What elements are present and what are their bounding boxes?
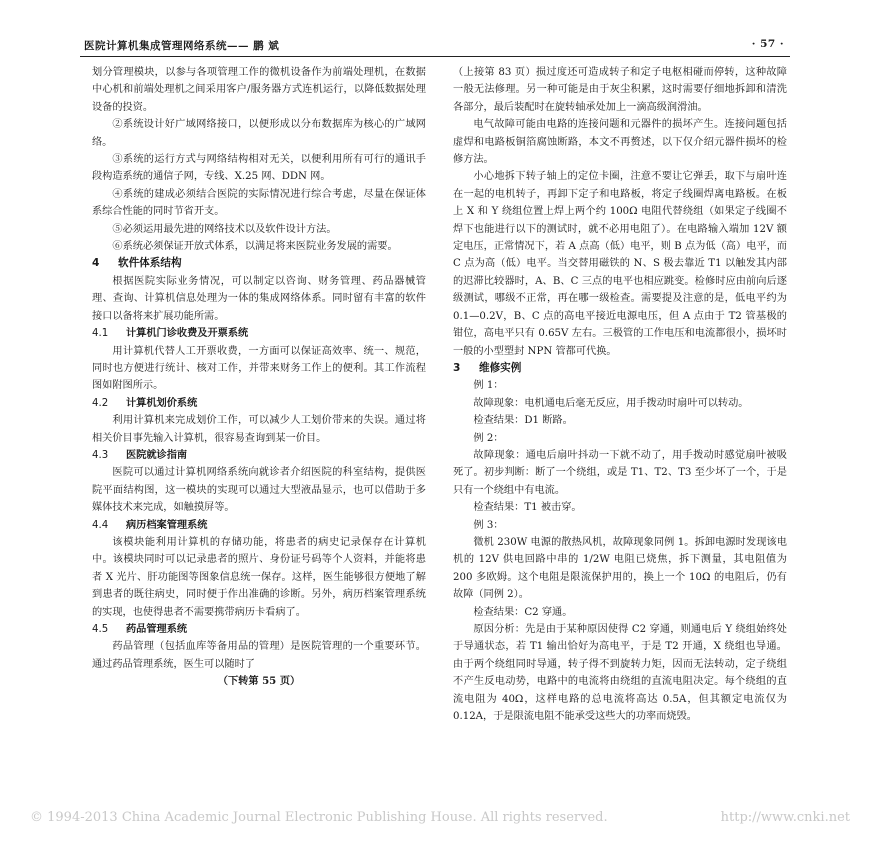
running-title: 医院计算机集成管理网络系统—— 鹏 斌 bbox=[84, 40, 280, 52]
paragraph: 检查结果：C2 穿通。 bbox=[473, 606, 573, 618]
subsection-heading bbox=[92, 395, 426, 412]
section-title: 计算机门诊收费及开票系统 bbox=[126, 328, 249, 340]
subsection-heading bbox=[92, 447, 426, 464]
paragraph: ⑤必须运用最先进的网络技术以及软件设计方法。 bbox=[112, 223, 337, 235]
paragraph: 检查结果：T1 被击穿。 bbox=[473, 502, 582, 514]
section-title: 维修实例 bbox=[479, 361, 522, 374]
paragraph: 利用计算机来完成划价工作，可以减少人工划价带来的失误。通过将相关价目事先输入计算机，很容易查询到某一价目。 bbox=[92, 415, 426, 444]
paragraph: 例 3： bbox=[473, 519, 504, 531]
paragraph: ②系统设计好广域网络接口，以便形成以分布数据库为核心的广域网络。 bbox=[92, 119, 426, 148]
paragraph: 故障现象：通电后扇叶抖动一下就不动了，用手拨动时感觉扇叶被吸死了。初步判断：断了一个绕组，或是 T1、T2、T3 至少坏了一个，于是只有一个绕组中有电流。 bbox=[453, 449, 787, 496]
paragraph: ⑥系统必须保证开放式体系，以满足将来医院业务发展的需要。 bbox=[112, 241, 398, 253]
paragraph: 药品管理（包括血库等备用品的管理）是医院管理的一个重要环节。通过药品管理系统，医生可以随时了 bbox=[92, 641, 426, 670]
footer-url: http://www.cnki.net bbox=[720, 810, 850, 825]
paragraph: 检查结果：D1 断路。 bbox=[473, 415, 573, 427]
section-number: 4.1 bbox=[92, 328, 109, 340]
paragraph: （上接第 83 页）损过度还可造成转子和定子电枢相碰而停转，这种故障一般无法修理。另一种可能是由于灰尘积累，这时需要仔细地拆卸和清洗各部分，最后装配时在旋转轴承处加上一滴高级润滑油。 bbox=[453, 67, 787, 113]
paragraph: 电气故障可能由电路的连接问题和元器件的损坏产生。连接问题包括虚焊和电路板铜箔腐蚀断路，本文不再赘述，以下仅介绍元器件损坏的检修方法。 bbox=[453, 119, 787, 166]
section-title: 病历档案管理系统 bbox=[126, 519, 208, 531]
paragraph: ④系统的建成必须结合医院的实际情况进行综合考虑，尽量在保证体系综合性能的同时节省开支。 bbox=[92, 188, 426, 218]
subsection-heading bbox=[92, 325, 426, 342]
paragraph: 例 2： bbox=[473, 432, 504, 444]
right-column bbox=[453, 64, 787, 725]
section-number: 3 bbox=[453, 361, 461, 374]
section-number: 4.2 bbox=[92, 397, 109, 409]
paragraph: 该模块能利用计算机的存储功能，将患者的病史记录保存在计算机中。该模块同时可以记录患者的照片、身份证号码等个人资料，并能将患者 X 光片、肝功能图等图象信息统一保存。这样，医生能够很方便地了解到患者的既往病史，同时便于作出准确的诊断。另外，病历档案管理系统的实现，也使得患者不需要携带病历卡看病了。 bbox=[92, 536, 426, 618]
copyright-notice: © 1994-2013 China Academic Journal Electronic Publishing House. All rights reserved. bbox=[30, 810, 608, 825]
paragraph: 原因分析：先是由于某种原因使得 C2 穿通，则通电后 Y 绕组始终处于导通状态，若 T1 输出恰好为高电平，于是 T2 开通，X 绕组也导通。由于两个绕组同时导通，转子得不到旋转力矩，因而无法转动，定子绕组不产生反电动势，电路中的电流将由绕组的直流电阻决定。每个绕组的直流电阻为 40Ω，这样电路的总电流将高达 0.5A，但其额定电流仅为 0.12A，于是限流电阻不能承受这些大的功率而烧毁。 bbox=[453, 624, 787, 723]
section-number: 4.5 bbox=[92, 624, 109, 635]
section-title: 软件体系结构 bbox=[118, 257, 182, 270]
paragraph: 划分管理模块，以参与各项管理工作的微机设备作为前端处理机，在数据中心机和前端处理机之间采用客户/服务器方式连机运行，以降低数据处理设备的投资。 bbox=[92, 67, 426, 113]
section-number: 4.4 bbox=[92, 519, 109, 531]
section-number: 4.3 bbox=[92, 449, 109, 461]
paragraph: 微机 230W 电源的散热风机，故障现象同例 1。拆卸电源时发现该电机的 12V 供电回路中串的 1/2W 电阻已烧焦，拆下测量，其电阻值为 200 多欧姆。这个电阻是限流保护用的，换上一个 10Ω 的电阻后，仍有故障（同例 2）。 bbox=[453, 536, 787, 601]
paragraph: ③系统的运行方式与网络结构相对无关，以便利用所有可行的通讯手段构造系统的通信子网，专线、X.25 网、DDN 网。 bbox=[92, 154, 426, 183]
paragraph: 小心地拆下转子轴上的定位卡圈，注意不要让它弹丢，取下与扇叶连在一起的电机转子，再卸下定子和电路板，将定子线圈焊离电路板。在板上 X 和 Y 绕组位置上焊上两个约 100Ω 电阻代替绕组（如果定子线圈不焊下也能进行以下的测试时，就不必用电阻了）。在电路输入端加 12V 额定电压，正常情况下，若 A 点高（低）电平，则 B 点为低（高）电平，而 C 点为高（低）电平。当交替用磁铁的 N、S 极去靠近 T1 以触发其内部的迟滞比较器时，A、B、C 三点的电平也相应跳变。检修时应由前向后逐级测试，哪级不正常，再在哪一级检查。需要提及注意的是，低电平约为 0.1—0.2V，B、C 点的高电平接近电源电压，但 A 点由于 T2 管基极的钳位，高电平只有 0.65V 左右。三极管的工作电压和电流都很小，损坏时一般的小型塑封 NPN 管都可代换。 bbox=[453, 171, 787, 357]
paragraph: 故障现象：电机通电后毫无反应，用手拨动时扇叶可以转动。 bbox=[473, 397, 749, 409]
left-column bbox=[92, 64, 426, 691]
subsection-heading bbox=[92, 517, 426, 534]
continuation-note: （下转第 55 页） bbox=[217, 675, 301, 688]
section-title: 药品管理系统 bbox=[126, 624, 188, 635]
subsection-heading bbox=[92, 621, 426, 638]
page-number: · 57 · bbox=[751, 38, 784, 50]
section-number: 4 bbox=[92, 257, 100, 270]
section-heading bbox=[453, 360, 787, 377]
section-heading bbox=[92, 255, 426, 272]
paragraph: 用计算机代替人工开票收费，一方面可以保证高效率、统一、规范，同时也方便进行统计、核对工作，并带来财务工作上的便利。其工作流程图如附图所示。 bbox=[92, 345, 426, 392]
paragraph: 医院可以通过计算机网络系统向就诊者介绍医院的科室结构，提供医院平面结构图，这一模块的实现可以通过大型液晶显示，也可以借助于多媒体技术来完成，如触摸屏等。 bbox=[92, 467, 426, 514]
paragraph: 例 1： bbox=[473, 380, 504, 392]
page-header bbox=[84, 38, 784, 54]
header-rule bbox=[80, 56, 790, 57]
section-title: 计算机划价系统 bbox=[126, 397, 198, 409]
paragraph: 根据医院实际业务情况，可以制定以咨询、财务管理、药品器械管理、查询、计算机信息处理为一体的集成网络体系。同时留有丰富的软件接口以备将来扩展功能所需。 bbox=[92, 275, 426, 322]
section-title: 医院就诊指南 bbox=[126, 449, 188, 461]
